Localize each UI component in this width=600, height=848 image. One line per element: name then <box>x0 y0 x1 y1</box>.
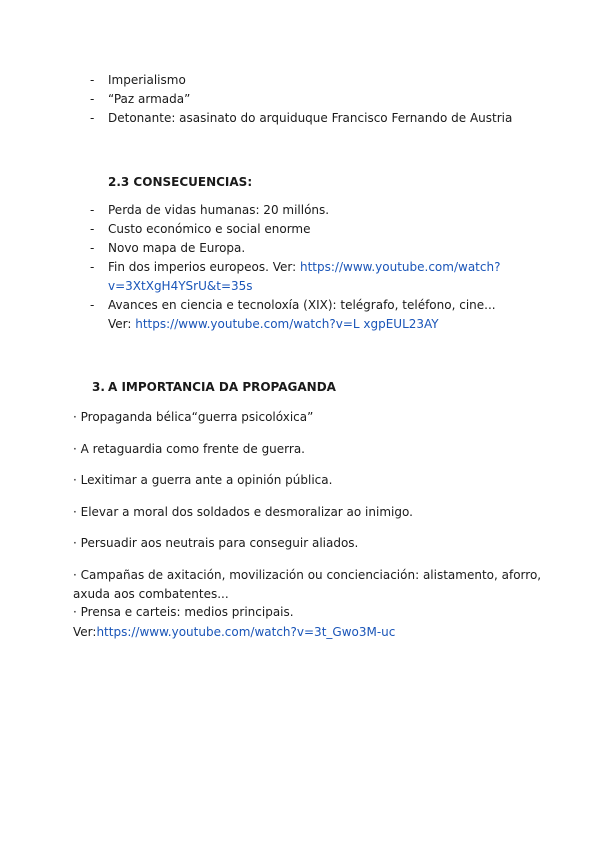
list-bullet: - <box>90 298 95 312</box>
paragraph: · Elevar a moral dos soldados e desmoralizar ao inimigo. <box>73 505 413 519</box>
list-bullet: - <box>90 92 95 106</box>
list-item <box>90 201 520 220</box>
list-item <box>90 220 520 239</box>
youtube-link-science[interactable]: https://www.youtube.com/watch?v=L xgpEUL23AY <box>135 317 439 331</box>
section-title: A IMPORTANCIA DA PROPAGANDA <box>108 380 336 394</box>
list-item <box>90 109 520 128</box>
list-item-text: Custo económico e social enorme <box>108 222 311 236</box>
paragraph: · Prensa e carteis: medios principais. <box>73 605 294 619</box>
paragraph: · Campañas de axitación, movilización ou concienciación: alistamento, aforro, axuda aos combatentes... <box>73 568 542 601</box>
section-number: 3. <box>92 380 105 394</box>
list-bullet: - <box>90 222 95 236</box>
paragraph: · Persuadir aos neutrais para conseguir aliados. <box>73 536 359 550</box>
list-item-text: Fin dos imperios europeos. Ver: <box>108 260 300 274</box>
youtube-link-propaganda[interactable]: https://www.youtube.com/watch?v=3t_Gwo3M-uc <box>96 625 396 639</box>
paragraph: · Propaganda bélica“guerra psicolóxica” <box>73 410 314 424</box>
list-item-text: Detonante: asasinato do arquiduque Francisco Fernando de Austria <box>108 111 513 125</box>
list-bullet: - <box>90 111 95 125</box>
list-bullet: - <box>90 260 95 274</box>
section-heading-propaganda <box>92 379 336 395</box>
list-item <box>90 90 520 109</box>
list-item <box>90 258 520 296</box>
list-bullet: - <box>90 203 95 217</box>
paragraph: · A retaguardia como frente de guerra. <box>73 442 305 456</box>
list-item <box>90 296 520 334</box>
list-item <box>90 71 520 90</box>
list-item-text: “Paz armada” <box>108 92 191 106</box>
see-line <box>73 623 543 642</box>
list-bullet: - <box>90 73 95 87</box>
list-item-text: Avances en ciencia e tecnoloxía (XIX): telégrafo, teléfono, cine... Ver: <box>108 298 496 331</box>
consequences-list <box>90 201 520 334</box>
causes-list <box>90 71 520 128</box>
section-heading-consecuencias: 2.3 CONSECUENCIAS: <box>108 175 253 189</box>
see-label: Ver: <box>73 625 97 639</box>
list-bullet: - <box>90 241 95 255</box>
list-item-text: Imperialismo <box>108 73 186 87</box>
list-item <box>90 239 520 258</box>
list-item-text: Novo mapa de Europa. <box>108 241 246 255</box>
list-item-text: Perda de vidas humanas: 20 millóns. <box>108 203 330 217</box>
paragraph: · Lexitimar a guerra ante a opinión pública. <box>73 473 333 487</box>
youtube-link-empires[interactable]: https://www.youtube.com/watch?v=3XtXgH4YSrU&t=35s <box>108 260 501 293</box>
